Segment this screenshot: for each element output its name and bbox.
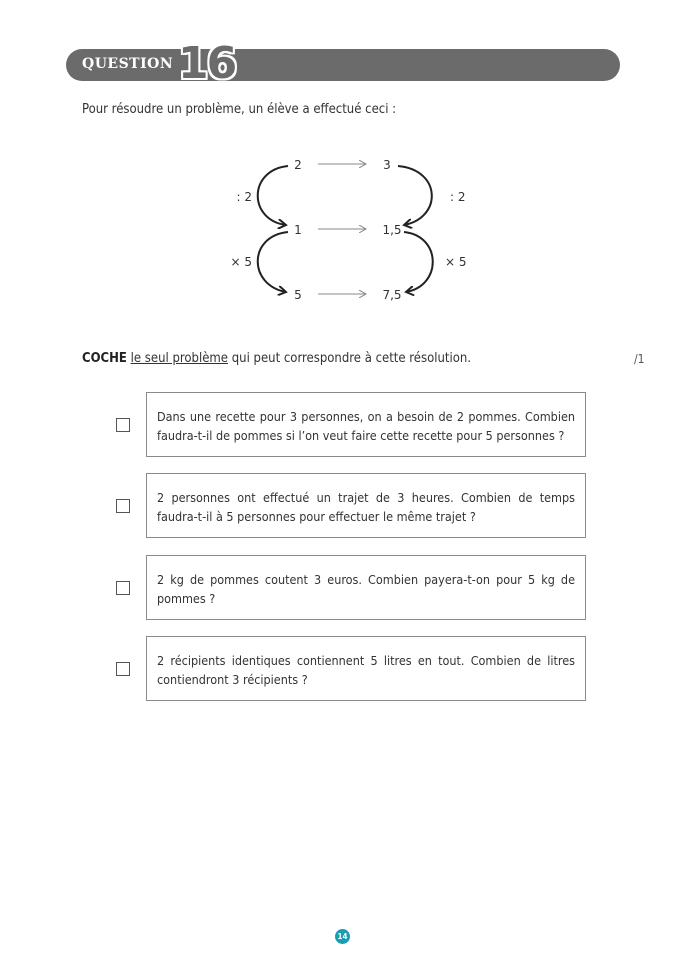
row2-left-value: 1: [294, 223, 302, 237]
option-2-box: 2 personnes ont effectué un trajet de 3 heures. Combien de temps faudra-t-il à 5 personnes pour effectuer le même trajet ?: [146, 473, 586, 538]
option-3-box: 2 kg de pommes coutent 3 euros. Combien payera-t-on pour 5 kg de pommes ?: [146, 555, 586, 620]
score-label: /1: [634, 352, 645, 366]
left-bottom-curve-arrow: [258, 232, 288, 292]
right-op-bottom-label: × 5: [445, 255, 467, 269]
right-op-top-label: : 2: [450, 190, 466, 204]
right-bottom-curve-arrow: [404, 232, 433, 292]
question-number: 16: [178, 38, 236, 89]
left-op-bottom-label: × 5: [230, 255, 252, 269]
row1-right-value: 3: [383, 158, 391, 172]
question-label: QUESTION: [82, 56, 174, 72]
left-top-curve-arrow: [258, 166, 288, 225]
row3-left-value: 5: [294, 288, 302, 302]
instruction-rest: qui peut correspondre à cette résolution.: [231, 351, 472, 366]
option-1-checkbox[interactable]: [116, 418, 130, 432]
intro-text: Pour résoudre un problème, un élève a effectué ceci :: [82, 102, 397, 117]
option-4-checkbox[interactable]: [116, 662, 130, 676]
option-1-box: Dans une recette pour 3 personnes, on a besoin de 2 pommes. Combien faudra-t-il de pommes si l’on veut faire cette recette pour 5 personnes ?: [146, 392, 586, 457]
instruction-text: [82, 351, 471, 366]
option-4-box: 2 récipients identiques contiennent 5 litres en tout. Combien de litres contiendront 3 récipients ?: [146, 636, 586, 701]
instruction-underlined: le seul problème: [130, 351, 229, 366]
row1-left-value: 2: [294, 158, 302, 172]
right-top-curve-arrow: [398, 166, 432, 225]
left-op-top-label: : 2: [236, 190, 252, 204]
option-2-checkbox[interactable]: [116, 499, 130, 513]
row3-right-value: 7,5: [382, 288, 402, 302]
proportionality-diagram: [0, 0, 685, 340]
row2-right-value: 1,5: [382, 223, 402, 237]
instruction-keyword: COCHE: [82, 351, 127, 366]
page-number-badge: 14: [335, 929, 350, 944]
option-3-checkbox[interactable]: [116, 581, 130, 595]
